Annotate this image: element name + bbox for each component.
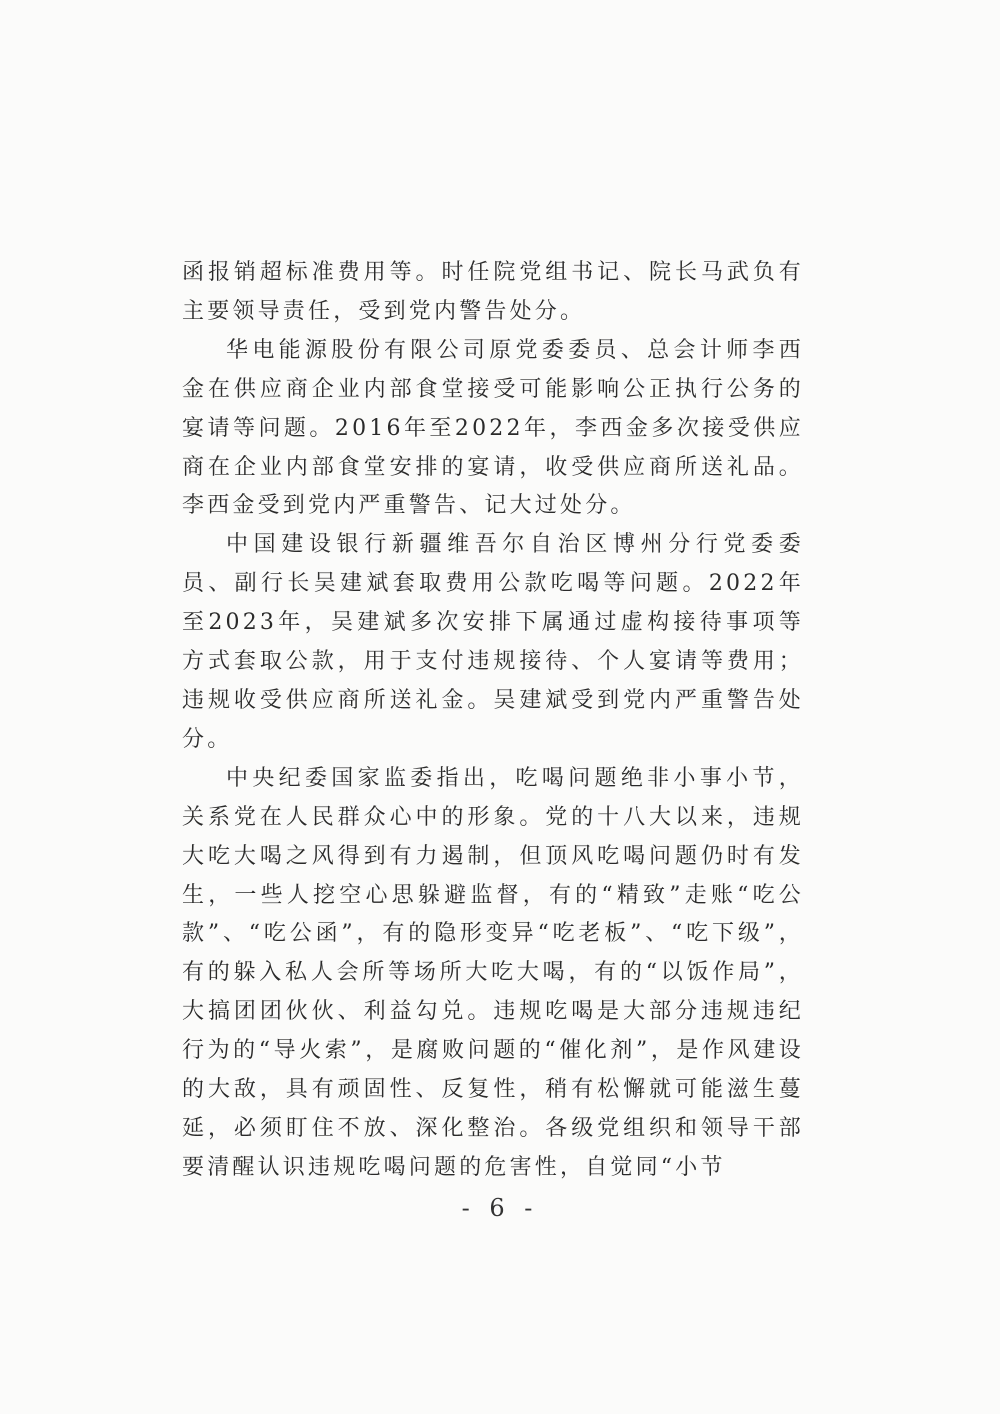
paragraph-4: 中央纪委国家监委指出，吃喝问题绝非小事小节，关系党在人民群众心中的形象。党的十八大以来，违规大吃大喝之风得到有力遏制，但顶风吃喝问题仍时有发生，一些人挖空心思躲避监督，有的“精致”走账“吃公款”、“吃公函”，有的隐形变异“吃老板”、“吃下级”，有的躲入私人会所等场所大吃大喝，有的“以饭作局”，大搞团团伙伙、利益勾兑。违规吃喝是大部分违规违纪行为的“导火索”，是腐败问题的“催化剂”，是作风建设的大敌，具有顽固性、反复性，稍有松懈就可能滋生蔓延，必须盯住不放、深化整治。各级党组织和领导干部要清醒认识违规吃喝问题的危害性，自觉同“小节: [182, 765, 804, 1180]
paragraph-1: 函报销超标准费用等。时任院党组书记、院长马武负有主要领导责任，受到党内警告处分。: [182, 260, 804, 324]
paragraph-2: 华电能源股份有限公司原党委委员、总会计师李西金在供应商企业内部食堂接受可能影响公正执行公务的宴请等问题。2016年至2022年，李西金多次接受供应商在企业内部食堂安排的宴请，收受供应商所送礼品。李西金受到党内严重警告、记大过处分。: [182, 337, 804, 519]
body-text: [182, 254, 804, 1188]
page-number: - 6 -: [461, 1194, 539, 1222]
paragraph-3: 中国建设银行新疆维吾尔自治区博州分行党委委员、副行长吴建斌套取费用公款吃喝等问题。2022年至2023年，吴建斌多次安排下属通过虚构接待事项等方式套取公款，用于支付违规接待、个人宴请等费用；违规收受供应商所送礼金。吴建斌受到党内严重警告处分。: [182, 532, 804, 752]
